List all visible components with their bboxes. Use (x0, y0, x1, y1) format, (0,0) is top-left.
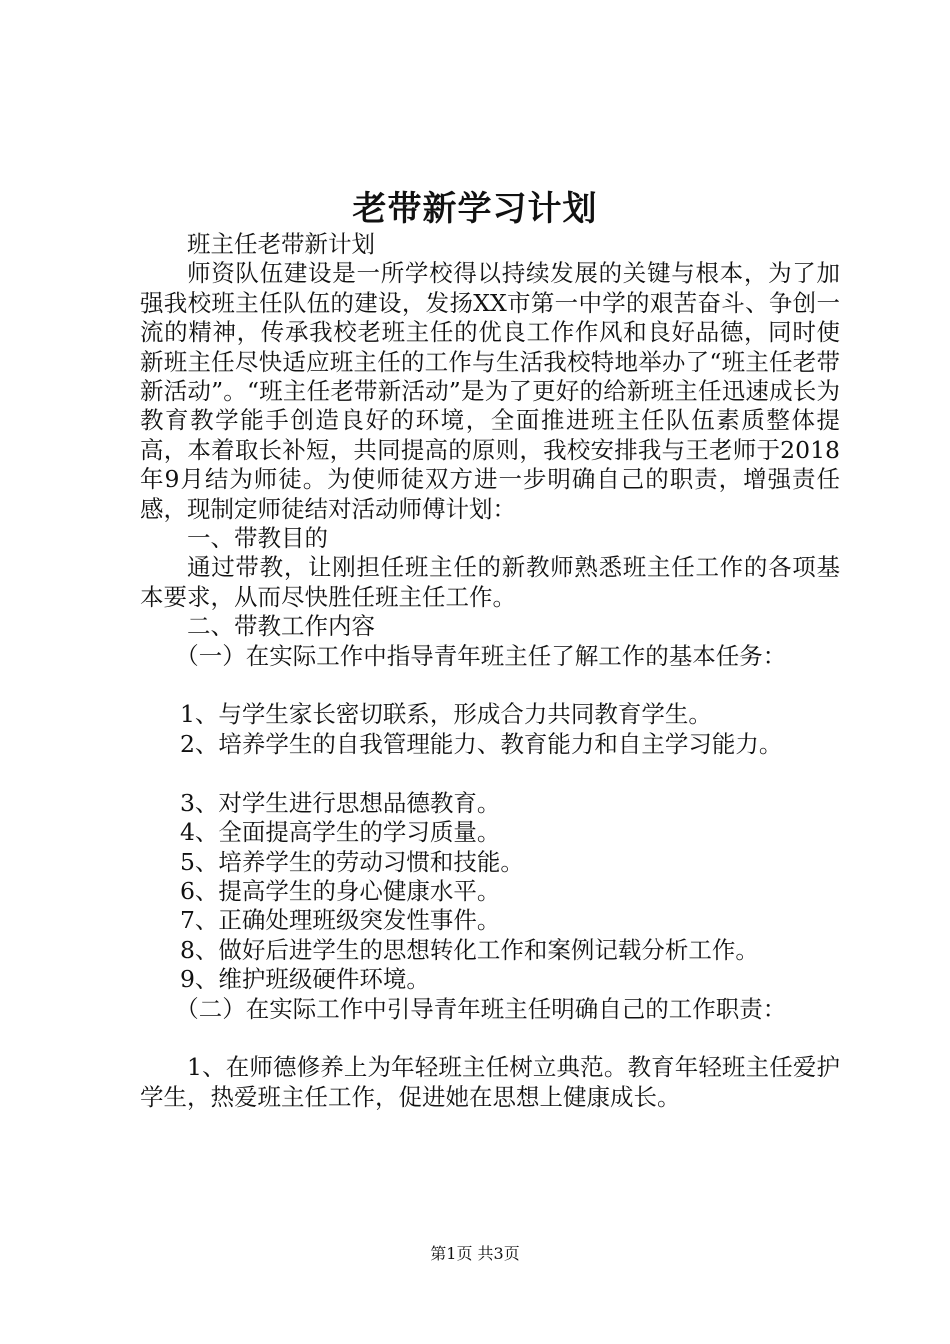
list-item: 5、培养学生的劳动习惯和技能。 (179, 847, 524, 876)
page-footer: 第1页 共3页 (430, 1244, 520, 1263)
list-item: 2、培养学生的自我管理能力、教育能力和自主学习能力。 (179, 729, 783, 758)
section-heading: 一、带教目的 (187, 524, 328, 553)
spacer (140, 759, 840, 788)
list-item: 9、维护班级硬件环境。 (179, 965, 430, 994)
spacer (140, 1024, 840, 1053)
list-item: 6、提高学生的身心健康水平。 (179, 876, 501, 905)
list-item: 1、在师德修养上为年轻班主任树立典范。教育年轻班主任爱护学生，热爱班主任工作，促进她在思想上健康成长。 (140, 1053, 840, 1111)
list-item: 1、与学生家长密切联系，形成合力共同教育学生。 (179, 700, 712, 729)
list-item: 7、正确处理班级突发性事件。 (179, 906, 501, 935)
list-item: 3、对学生进行思想品德教育。 (179, 788, 501, 817)
subsection-heading: （一）在实际工作中指导青年班主任了解工作的基本任务： (175, 641, 787, 670)
intro-paragraph: 师资队伍建设是一所学校得以持续发展的关键与根本，为了加强我校班主任队伍的建设，发扬XX市第一中学的艰苦奋斗、争创一流的精神，传承我校老班主任的优良工作作风和良好品德，同时使新班主任尽快适应班主任的工作与生活我校特地举办了“班主任老带新活动”。“班主任老带新活动”是为了更好的给新班主任迅速成长为教育教学能手创造良好的环境，全面推进班主任队伍素质整体提高，本着取长补短，共同提高的原则，我校安排我与王老师于2018年9月结为师徒。为使师徒双方进一步明确自己的职责，增强责任感，现制定师徒结对活动师傅计划： (140, 259, 840, 523)
list-item: 8、做好后进学生的思想转化工作和案例记载分析工作。 (179, 935, 759, 964)
section-paragraph: 通过带教，让刚担任班主任的新教师熟悉班主任工作的各项基本要求，从而尽快胜任班主任工作。 (140, 553, 840, 611)
spacer (140, 671, 840, 700)
subsection-heading: （二）在实际工作中引导青年班主任明确自己的工作职责： (175, 994, 787, 1023)
document-title: 老带新学习计划 (352, 189, 598, 229)
document-body (140, 230, 840, 1112)
document-subtitle: 班主任老带新计划 (187, 230, 375, 258)
list-item: 4、全面提高学生的学习质量。 (179, 818, 501, 847)
section-heading: 二、带教工作内容 (187, 612, 375, 641)
